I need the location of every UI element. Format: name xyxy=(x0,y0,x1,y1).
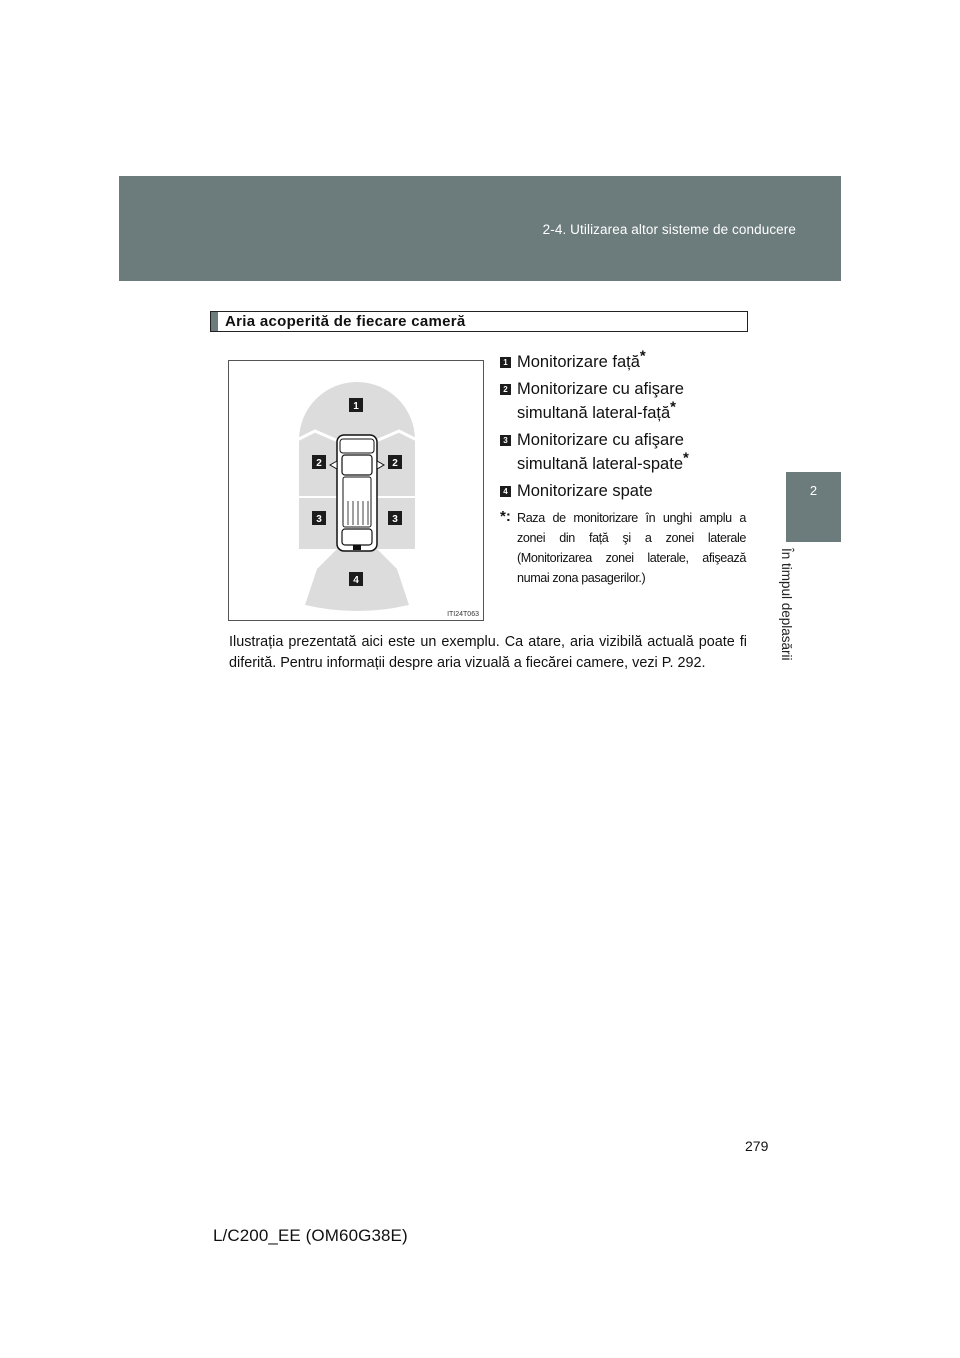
section-heading-marker xyxy=(211,312,218,331)
header-section-title: 2-4. Utilizarea altor sisteme de conducere xyxy=(542,222,796,237)
diagram-code: ITI24T063 xyxy=(447,611,479,618)
header-bar xyxy=(119,176,841,281)
chapter-tab xyxy=(786,472,841,542)
svg-text:2: 2 xyxy=(392,458,398,469)
legend-text: Monitorizare spate xyxy=(517,482,653,500)
chapter-title: În timpul deplasării xyxy=(779,548,794,661)
legend-badge: 3 xyxy=(500,435,511,446)
legend-asterisk: * xyxy=(683,449,689,467)
section-heading xyxy=(210,311,748,332)
footnote xyxy=(500,508,746,588)
zone-badge-front xyxy=(349,398,363,412)
legend-item xyxy=(500,347,750,374)
legend-badge: 1 xyxy=(500,357,511,368)
svg-text:1: 1 xyxy=(353,401,359,412)
svg-text:4: 4 xyxy=(353,575,359,586)
legend-text: Monitorizare cu afişare simultană lateral-față xyxy=(517,380,684,422)
page-number: 279 xyxy=(745,1138,769,1154)
zone-badge-side-front-left xyxy=(312,455,326,469)
legend-text: Monitorizare față xyxy=(517,353,640,371)
section-heading-text: Aria acoperită de fiecare cameră xyxy=(225,313,466,330)
chapter-title-vertical xyxy=(779,548,813,678)
svg-text:3: 3 xyxy=(392,514,398,525)
camera-coverage-diagram xyxy=(228,360,484,621)
footnote-mark: *: xyxy=(500,508,511,525)
footnote-text: Raza de monitorizare în unghi amplu a zonei din față şi a zonei laterale (Monitorizarea zonei laterale, afişează numai zona pasagerilor.) xyxy=(517,511,746,585)
legend-badge: 2 xyxy=(500,384,511,395)
legend-item xyxy=(500,479,750,503)
legend-asterisk: * xyxy=(639,347,646,365)
vehicle-top-view xyxy=(330,435,384,551)
chapter-number: 2 xyxy=(809,483,818,498)
illustration-note: Ilustrația prezentată aici este un exemplu. Ca atare, aria vizibilă actuală poate fi diferită. Pentru informații despre aria vizuală a fiecărei camere, vezi P. 292. xyxy=(229,634,747,671)
camera-coverage-svg xyxy=(229,361,485,622)
svg-text:3: 3 xyxy=(316,514,322,525)
zone-badge-rear xyxy=(349,572,363,586)
legend-asterisk: * xyxy=(670,398,677,416)
legend-item xyxy=(500,377,750,425)
zone-badge-side-rear-right xyxy=(388,511,402,525)
zone-badge-side-front-right xyxy=(388,455,402,469)
zone-badge-side-rear-left xyxy=(312,511,326,525)
legend-item xyxy=(500,428,750,476)
document-code: L/C200_EE (OM60G38E) xyxy=(213,1226,408,1245)
legend-badge: 4 xyxy=(500,486,511,497)
legend-text: Monitorizare cu afişare simultană lateral-spate xyxy=(517,431,684,473)
svg-text:2: 2 xyxy=(316,458,322,469)
camera-legend xyxy=(500,347,750,506)
